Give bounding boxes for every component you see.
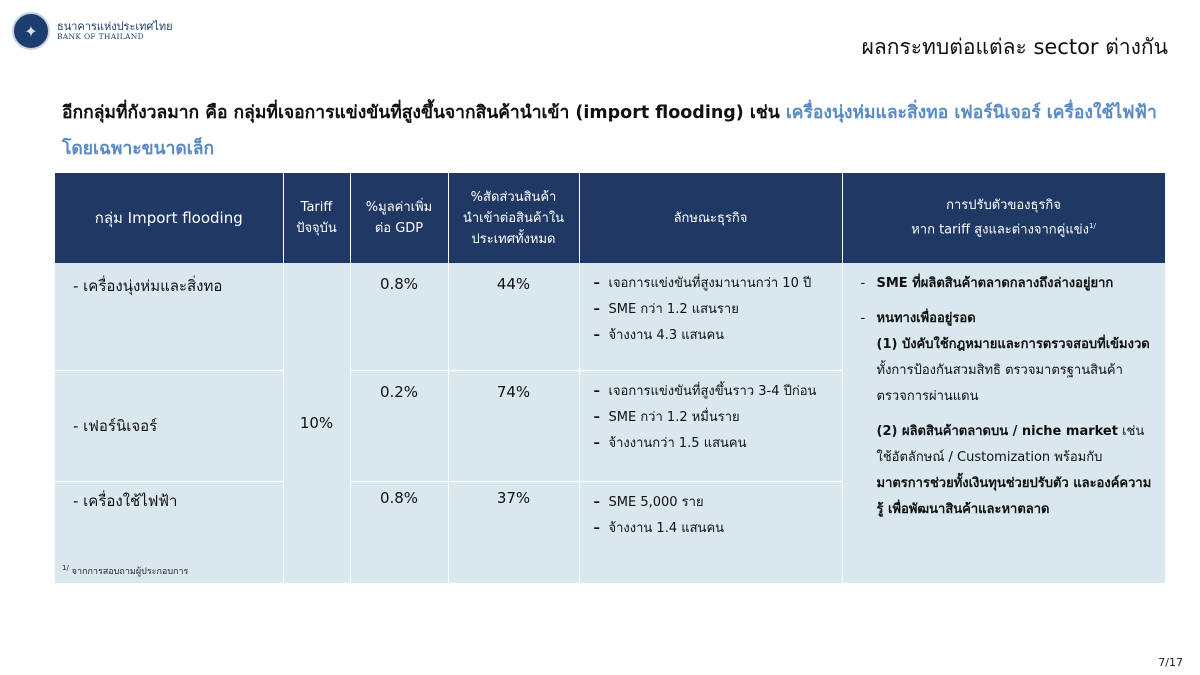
header-import-share: %สัดส่วนสินค้า นำเข้าต่อสินค้าใน ประเทศทั้งหมด bbox=[448, 173, 579, 263]
logo-english-name: BANK OF THAILAND bbox=[57, 31, 144, 41]
list-item: – SME กว่า 1.2 หมื่นราย bbox=[594, 405, 838, 431]
adjustment-item-1: - SME ที่ผลิตสินค้าตลาดกลางถึงล่างอยู่ยาก bbox=[861, 271, 1155, 297]
header-group: กลุ่ม Import flooding bbox=[55, 173, 283, 263]
header-business-adjustment: การปรับตัวของธุรกิจ หาก tariff สูงและต่างจากคู่แข่ง$^{1/}$ bbox=[842, 173, 1165, 263]
header-business-profile: ลักษณะธุรกิจ bbox=[579, 173, 842, 263]
business-profile-cell bbox=[579, 371, 842, 482]
row-group-name: - เครื่องนุ่งห่มและสิ่งทอ bbox=[55, 263, 283, 371]
page-number: 7/17 bbox=[1158, 656, 1183, 669]
list-item: – SME กว่า 1.2 แสนราย bbox=[594, 297, 838, 323]
intro-highlight: เครื่องนุ่งห่มและสิ่งทอ เฟอร์นิเจอร์ เครื่องใช้ไฟฟ้าโดยเฉพาะขนาดเล็ก bbox=[62, 103, 1157, 159]
footnote: $^{1/}$ จากการสอบถามผู้ประกอบการ bbox=[62, 564, 189, 577]
row-group-name: - เครื่องใช้ไฟฟ้า bbox=[55, 482, 283, 584]
list-item: – จ้างงานกว่า 1.5 แสนคน bbox=[594, 431, 838, 457]
import-share-cell: 74% bbox=[448, 371, 579, 482]
adjustment-option-1: (1) บังคับใช้กฎหมายและการตรวจสอบที่เข้มงวด ทั้งการป้องกันสวมสิทธิ ตรวจมาตรฐานสินค้า ตรวจการผ่านแดน bbox=[876, 337, 1150, 404]
import-flooding-table bbox=[55, 173, 1166, 584]
adjustment-cell bbox=[842, 263, 1165, 584]
bot-logo bbox=[12, 12, 173, 50]
bot-seal-icon: ✦ bbox=[12, 12, 50, 50]
business-profile-cell bbox=[579, 482, 842, 584]
import-share-cell: 37% bbox=[448, 482, 579, 584]
page-title: ผลกระทบต่อแต่ละ sector ต่างกัน bbox=[861, 35, 1168, 59]
list-item: – จ้างงาน 4.3 แสนคน bbox=[594, 323, 838, 349]
list-item: – เจอการแข่งขันที่สูงขึ้นราว 3-4 ปีก่อน bbox=[594, 379, 838, 405]
adjustment-option-2: (2) ผลิตสินค้าตลาดบน / niche market เช่น ใช้อัตลักษณ์ / Customization พร้อมกับ มาตรการช่วยทั้งเงินทุนช่วยปรับตัว และองค์ความรู้ เพื่อพัฒนาสินค้าและหาตลาด bbox=[876, 424, 1152, 517]
list-item: – SME 5,000 ราย bbox=[594, 490, 838, 516]
value-added-cell: 0.2% bbox=[350, 371, 448, 482]
value-added-cell: 0.8% bbox=[350, 482, 448, 584]
adjustment-item-2: - หนทางเพื่ออยู่รอด bbox=[861, 306, 1155, 332]
row-group-name: - เฟอร์นิเจอร์ bbox=[55, 371, 283, 482]
list-item: – เจอการแข่งขันที่สูงมานานกว่า 10 ปี bbox=[594, 271, 838, 297]
table-header-row bbox=[55, 173, 1165, 263]
header-tariff: Tariff ปัจจุบัน bbox=[283, 173, 350, 263]
tariff-cell: 10% bbox=[283, 263, 350, 584]
intro-text: อีกกลุ่มที่กังวลมาก คือ กลุ่มที่เจอการแข่งขันที่สูงขึ้นจากสินค้านำเข้า (import flooding) เช่น bbox=[62, 103, 786, 123]
table-row bbox=[55, 263, 1165, 371]
business-profile-cell bbox=[579, 263, 842, 371]
logo-thai-name: ธนาคารแห่งประเทศไทย bbox=[57, 19, 173, 33]
intro-paragraph bbox=[62, 95, 1172, 167]
list-item: – จ้างงาน 1.4 แสนคน bbox=[594, 516, 838, 542]
import-share-cell: 44% bbox=[448, 263, 579, 371]
value-added-cell: 0.8% bbox=[350, 263, 448, 371]
header-value-added: %มูลค่าเพิ่ม ต่อ GDP bbox=[350, 173, 448, 263]
